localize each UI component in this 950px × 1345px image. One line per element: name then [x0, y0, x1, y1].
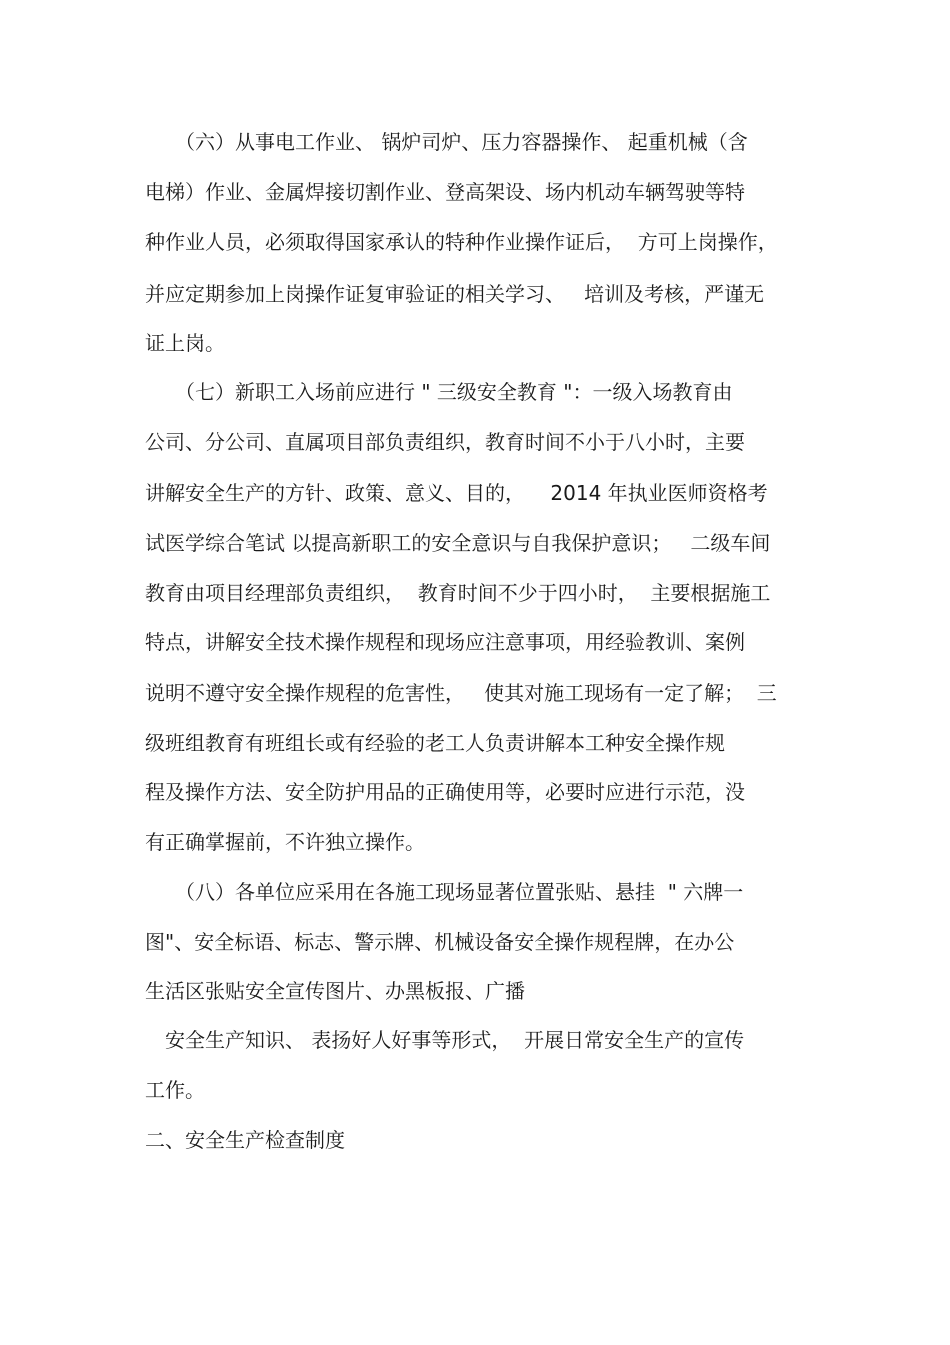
text-line: 图"、安全标语、标志、警示牌、机械设备安全操作规程牌，在办公	[145, 930, 735, 954]
text-line: 教育由项目经理部负责组织， 教育时间不少于四小时， 主要根据施工	[145, 581, 771, 605]
text-line: 试医学综合笔试 以提高新职工的安全意识与自我保护意识； 二级车间	[145, 531, 771, 555]
text-line: 有正确掌握前，不许独立操作。	[145, 830, 425, 854]
text-line: 程及操作方法、安全防护用品的正确使用等，必要时应进行示范，没	[145, 780, 745, 804]
text-line: 工作。	[145, 1078, 205, 1102]
text-line: 安全生产知识、 表扬好人好事等形式， 开展日常安全生产的宣传	[145, 1028, 745, 1052]
text-line: 级班组教育有班组长或有经验的老工人负责讲解本工种安全操作规	[145, 731, 725, 755]
text-line: 特点，讲解安全技术操作规程和现场应注意事项，用经验教训、案例	[145, 630, 745, 654]
section-heading: 二、安全生产检查制度	[145, 1128, 345, 1152]
text-line: 证上岗。	[145, 331, 225, 355]
text-line: （七）新职工入场前应进行 " 三级安全教育 "：一级入场教育由	[145, 380, 733, 404]
text-line: （八）各单位应采用在各施工现场显著位置张贴、悬挂 " 六牌一	[145, 880, 744, 904]
text-line: 生活区张贴安全宣传图片、办黑板报、广播	[145, 979, 525, 1003]
text-line: 公司、分公司、直属项目部负责组织，教育时间不小于八小时，主要	[145, 430, 745, 454]
text-line: 讲解安全生产的方针、政策、意义、目的， 2014 年执业医师资格考	[145, 481, 768, 505]
text-line: 种作业人员，必须取得国家承认的特种作业操作证后， 方可上岗操作，	[145, 230, 778, 254]
text-line: 电梯）作业、金属焊接切割作业、登高架设、场内机动车辆驾驶等特	[145, 180, 745, 204]
text-line: 说明不遵守安全操作规程的危害性， 使其对施工现场有一定了解； 三	[145, 681, 777, 705]
text-line: 并应定期参加上岗操作证复审验证的相关学习、 培训及考核，严谨无	[145, 282, 765, 306]
text-line: （六）从事电工作业、 锅炉司炉、压力容器操作、 起重机械（含	[145, 130, 748, 154]
